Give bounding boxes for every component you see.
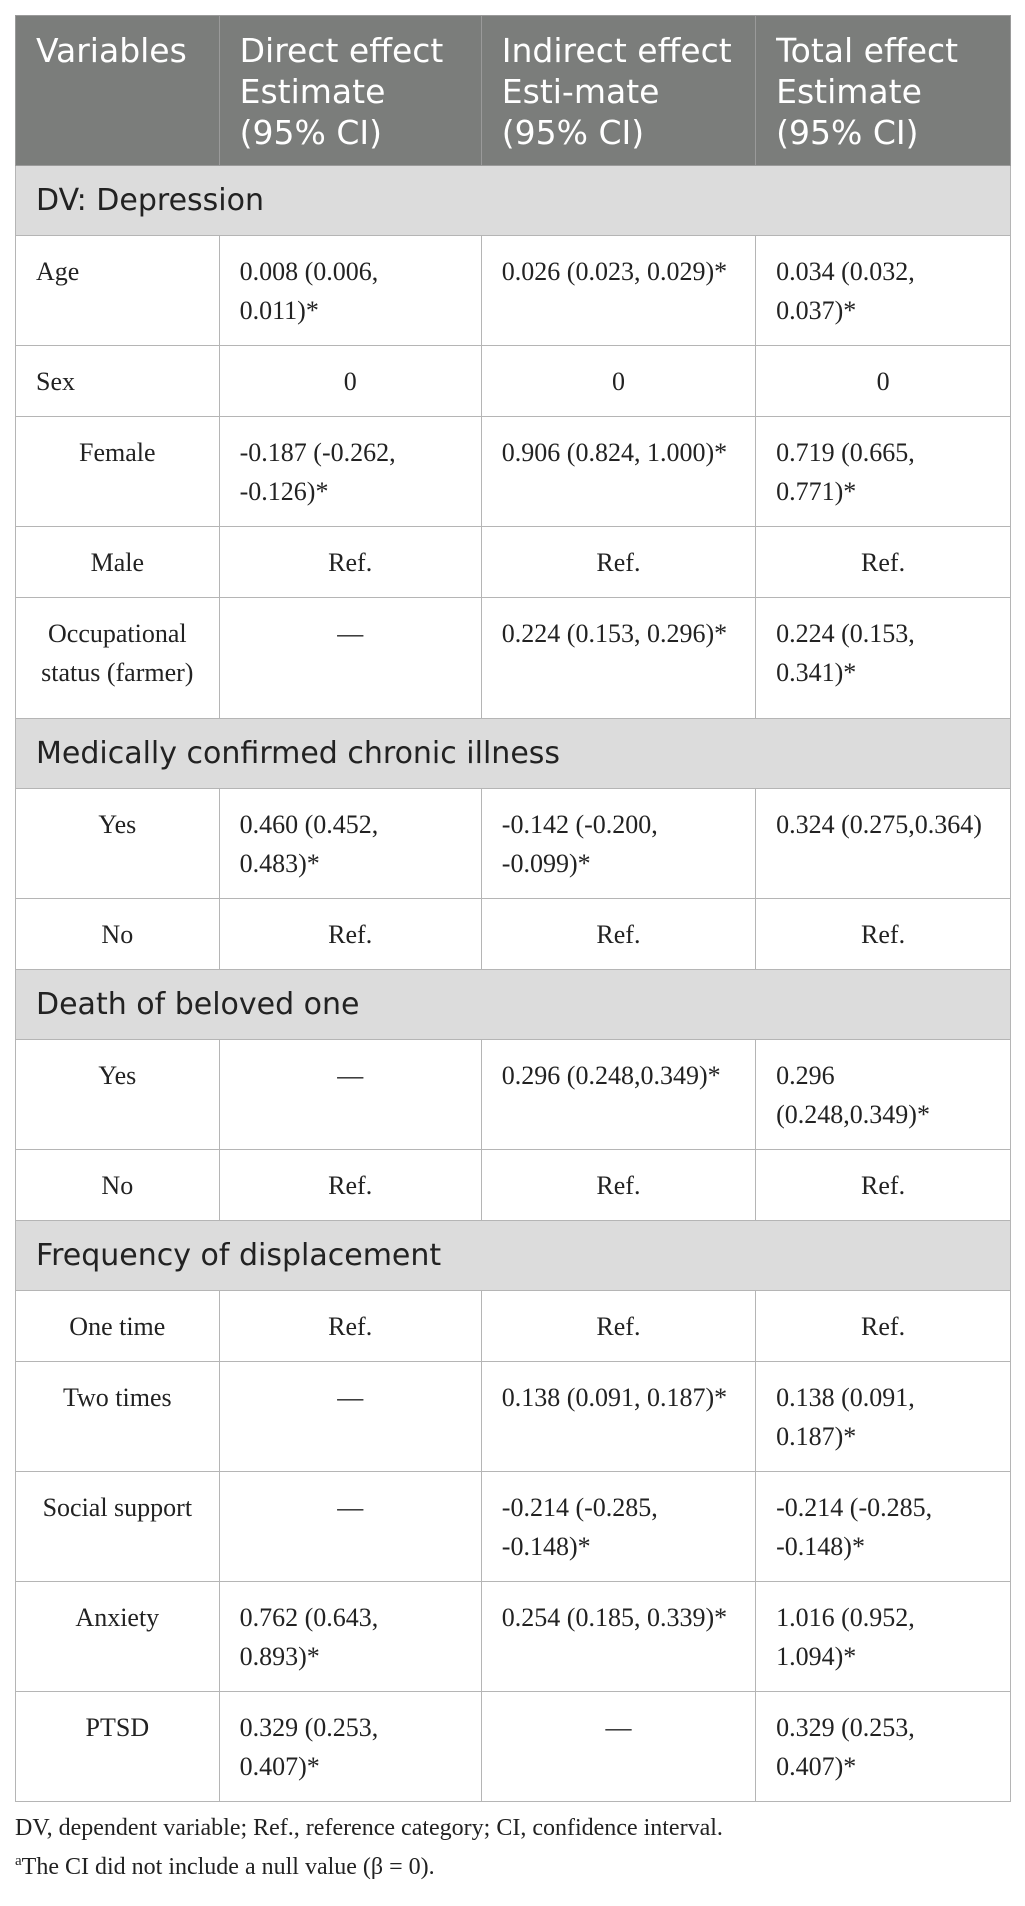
table-row (16, 346, 1011, 417)
indirect-effect-cell: 0.296 (0.248,0.349)* (481, 1040, 755, 1150)
footnote-text: The CI did not include a null value (β = 0). (21, 1854, 435, 1880)
direct-effect-cell: -0.187 (-0.262, -0.126)* (219, 417, 481, 527)
section-label: Medically confirmed chronic illness (16, 719, 1011, 789)
table-row (16, 1692, 1011, 1802)
variable-cell: Social support (16, 1472, 220, 1582)
variable-cell: Age (16, 236, 220, 346)
table-row (16, 527, 1011, 598)
total-effect-cell: -0.214 (-0.285, -0.148)* (756, 1472, 1011, 1582)
variable-cell: Anxiety (16, 1582, 220, 1692)
indirect-effect-cell: -0.142 (-0.200, -0.099)* (481, 789, 755, 899)
direct-effect-cell: — (219, 598, 481, 719)
total-effect-cell: Ref. (756, 527, 1011, 598)
indirect-effect-cell: 0.138 (0.091, 0.187)* (481, 1362, 755, 1472)
variable-cell: No (16, 899, 220, 970)
indirect-effect-cell: — (481, 1692, 755, 1802)
direct-effect-cell: Ref. (219, 1291, 481, 1362)
direct-effect-cell: 0 (219, 346, 481, 417)
variable-cell: PTSD (16, 1692, 220, 1802)
header-variables: Variables (16, 16, 220, 166)
total-effect-cell: 0.329 (0.253, 0.407)* (756, 1692, 1011, 1802)
indirect-effect-cell: -0.214 (-0.285, -0.148)* (481, 1472, 755, 1582)
footnote-marker: a (15, 1853, 22, 1869)
table-body (16, 166, 1011, 1802)
header-total-effect: Total effect Estimate (95% CI) (756, 16, 1011, 166)
table-row (16, 236, 1011, 346)
table-row (16, 789, 1011, 899)
direct-effect-cell: 0.762 (0.643, 0.893)* (219, 1582, 481, 1692)
variable-cell: Occupational status (farmer) (16, 598, 220, 719)
table-row (16, 1291, 1011, 1362)
direct-effect-cell: — (219, 1362, 481, 1472)
total-effect-cell: Ref. (756, 1291, 1011, 1362)
header-indirect-effect: Indirect effect Esti-mate (95% CI) (481, 16, 755, 166)
header-row (16, 16, 1011, 166)
direct-effect-cell: — (219, 1040, 481, 1150)
direct-effect-cell: Ref. (219, 527, 481, 598)
variable-cell: Male (16, 527, 220, 598)
direct-effect-cell: Ref. (219, 899, 481, 970)
direct-effect-cell: 0.329 (0.253, 0.407)* (219, 1692, 481, 1802)
table-row (16, 1040, 1011, 1150)
variable-cell: Yes (16, 789, 220, 899)
total-effect-cell: 0.296 (0.248,0.349)* (756, 1040, 1011, 1150)
variable-cell: Yes (16, 1040, 220, 1150)
section-label: Death of beloved one (16, 970, 1011, 1040)
direct-effect-cell: 0.460 (0.452, 0.483)* (219, 789, 481, 899)
indirect-effect-cell: 0.224 (0.153, 0.296)* (481, 598, 755, 719)
header-direct-effect: Direct effect Estimate (95% CI) (219, 16, 481, 166)
variable-cell: Female (16, 417, 220, 527)
section-label: DV: Depression (16, 166, 1011, 236)
section-row (16, 719, 1011, 789)
footnote-abbreviations: DV, dependent variable; Ref., reference category; CI, confidence interval. (15, 1815, 723, 1841)
total-effect-cell: 0.224 (0.153, 0.341)* (756, 598, 1011, 719)
indirect-effect-cell: 0.026 (0.023, 0.029)* (481, 236, 755, 346)
total-effect-cell: 1.016 (0.952, 1.094)* (756, 1582, 1011, 1692)
indirect-effect-cell: Ref. (481, 527, 755, 598)
table-row (16, 598, 1011, 719)
direct-effect-cell: — (219, 1472, 481, 1582)
section-row (16, 970, 1011, 1040)
total-effect-cell: Ref. (756, 899, 1011, 970)
total-effect-cell: Ref. (756, 1150, 1011, 1221)
variable-cell: Sex (16, 346, 220, 417)
table-row (16, 417, 1011, 527)
direct-effect-cell: 0.008 (0.006, 0.011)* (219, 236, 481, 346)
indirect-effect-cell: Ref. (481, 1150, 755, 1221)
table-row (16, 1582, 1011, 1692)
table-row (16, 899, 1011, 970)
variable-cell: One time (16, 1291, 220, 1362)
total-effect-cell: 0.324 (0.275,0.364) (756, 789, 1011, 899)
section-row (16, 166, 1011, 236)
section-row (16, 1221, 1011, 1291)
total-effect-cell: 0.138 (0.091, 0.187)* (756, 1362, 1011, 1472)
indirect-effect-cell: 0 (481, 346, 755, 417)
total-effect-cell: 0.034 (0.032, 0.037)* (756, 236, 1011, 346)
indirect-effect-cell: Ref. (481, 899, 755, 970)
direct-effect-cell: Ref. (219, 1150, 481, 1221)
table-row (16, 1150, 1011, 1221)
results-table (15, 15, 1011, 1802)
table-row (16, 1362, 1011, 1472)
section-label: Frequency of displacement (16, 1221, 1011, 1291)
table-row (16, 1472, 1011, 1582)
variable-cell: No (16, 1150, 220, 1221)
indirect-effect-cell: 0.906 (0.824, 1.000)* (481, 417, 755, 527)
indirect-effect-cell: Ref. (481, 1291, 755, 1362)
total-effect-cell: 0 (756, 346, 1011, 417)
variable-cell: Two times (16, 1362, 220, 1472)
total-effect-cell: 0.719 (0.665, 0.771)* (756, 417, 1011, 527)
indirect-effect-cell: 0.254 (0.185, 0.339)* (481, 1582, 755, 1692)
footnote-significance (15, 1853, 1015, 1881)
